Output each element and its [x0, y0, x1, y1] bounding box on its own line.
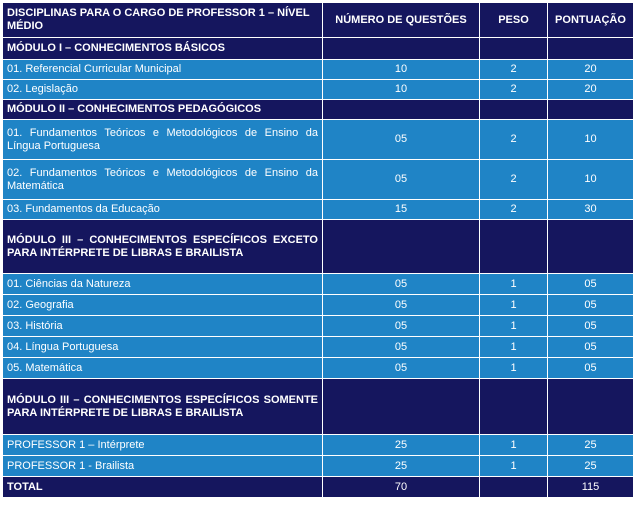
- weight-cell: 1: [480, 337, 548, 358]
- questions-cell: 05: [323, 295, 480, 316]
- questions-cell: 25: [323, 456, 480, 477]
- questions-cell: 05: [323, 337, 480, 358]
- score-cell: 05: [548, 316, 634, 337]
- discipline-name: 04. Língua Portuguesa: [3, 337, 323, 358]
- score-cell: 20: [548, 80, 634, 100]
- weight-cell: 2: [480, 60, 548, 80]
- table-row: [3, 435, 634, 456]
- module-title-row: [3, 379, 634, 435]
- total-weight: [480, 477, 548, 498]
- weight-cell: 2: [480, 80, 548, 100]
- module-title: MÓDULO III – CONHECIMENTOS ESPECÍFICOS EXCETO PARA INTÉRPRETE DE LIBRAS E BRAILISTA: [3, 220, 323, 274]
- score-cell: 25: [548, 435, 634, 456]
- weight-cell: 2: [480, 200, 548, 220]
- table-row: [3, 337, 634, 358]
- disciplines-table: [2, 2, 634, 498]
- table-row: [3, 120, 634, 160]
- module-title: MÓDULO I – CONHECIMENTOS BÁSICOS: [3, 38, 323, 60]
- total-questions: 70: [323, 477, 480, 498]
- score-cell: 05: [548, 358, 634, 379]
- table-row: [3, 60, 634, 80]
- table-row: [3, 160, 634, 200]
- questions-cell: 10: [323, 80, 480, 100]
- questions-cell: 05: [323, 316, 480, 337]
- discipline-name: 03. Fundamentos da Educação: [3, 200, 323, 220]
- questions-cell: 25: [323, 435, 480, 456]
- score-cell: 05: [548, 337, 634, 358]
- discipline-name: 02. Geografia: [3, 295, 323, 316]
- questions-cell: 05: [323, 274, 480, 295]
- discipline-name: 01. Referencial Curricular Municipal: [3, 60, 323, 80]
- weight-cell: 1: [480, 435, 548, 456]
- questions-cell: 15: [323, 200, 480, 220]
- table-row: [3, 456, 634, 477]
- module-title-row: [3, 220, 634, 274]
- score-cell: 10: [548, 160, 634, 200]
- table-row: [3, 274, 634, 295]
- table-header-row: [3, 3, 634, 38]
- header-questions: NÚMERO DE QUESTÕES: [323, 3, 480, 38]
- questions-cell: 05: [323, 160, 480, 200]
- header-weight: PESO: [480, 3, 548, 38]
- score-cell: 05: [548, 295, 634, 316]
- questions-cell: 05: [323, 120, 480, 160]
- discipline-name: PROFESSOR 1 – Intérprete: [3, 435, 323, 456]
- module-title-row: [3, 100, 634, 120]
- score-cell: 20: [548, 60, 634, 80]
- score-cell: 05: [548, 274, 634, 295]
- table-row: [3, 295, 634, 316]
- header-score: PONTUAÇÃO: [548, 3, 634, 38]
- module-title-row: [3, 38, 634, 60]
- total-score: 115: [548, 477, 634, 498]
- weight-cell: 1: [480, 456, 548, 477]
- weight-cell: 1: [480, 316, 548, 337]
- discipline-name: 05. Matemática: [3, 358, 323, 379]
- table-row: [3, 200, 634, 220]
- discipline-name: PROFESSOR 1 - Brailista: [3, 456, 323, 477]
- discipline-name: 01. Fundamentos Teóricos e Metodológicos de Ensino da Língua Portuguesa: [3, 120, 323, 160]
- table-row: [3, 80, 634, 100]
- discipline-name: 01. Ciências da Natureza: [3, 274, 323, 295]
- questions-cell: 05: [323, 358, 480, 379]
- discipline-name: 02. Fundamentos Teóricos e Metodológicos de Ensino da Matemática: [3, 160, 323, 200]
- discipline-name: 02. Legislação: [3, 80, 323, 100]
- module-title: MÓDULO II – CONHECIMENTOS PEDAGÓGICOS: [3, 100, 323, 120]
- questions-cell: 10: [323, 60, 480, 80]
- weight-cell: 2: [480, 120, 548, 160]
- total-row: [3, 477, 634, 498]
- score-cell: 10: [548, 120, 634, 160]
- header-disciplines: DISCIPLINAS PARA O CARGO DE PROFESSOR 1 – NÍVEL MÉDIO: [3, 3, 323, 38]
- weight-cell: 2: [480, 160, 548, 200]
- weight-cell: 1: [480, 358, 548, 379]
- table-row: [3, 316, 634, 337]
- table-row: [3, 358, 634, 379]
- score-cell: 25: [548, 456, 634, 477]
- total-label: TOTAL: [3, 477, 323, 498]
- discipline-name: 03. História: [3, 316, 323, 337]
- score-cell: 30: [548, 200, 634, 220]
- weight-cell: 1: [480, 274, 548, 295]
- module-title: MÓDULO III – CONHECIMENTOS ESPECÍFICOS SOMENTE PARA INTÉRPRETE DE LIBRAS E BRAILISTA: [3, 379, 323, 435]
- weight-cell: 1: [480, 295, 548, 316]
